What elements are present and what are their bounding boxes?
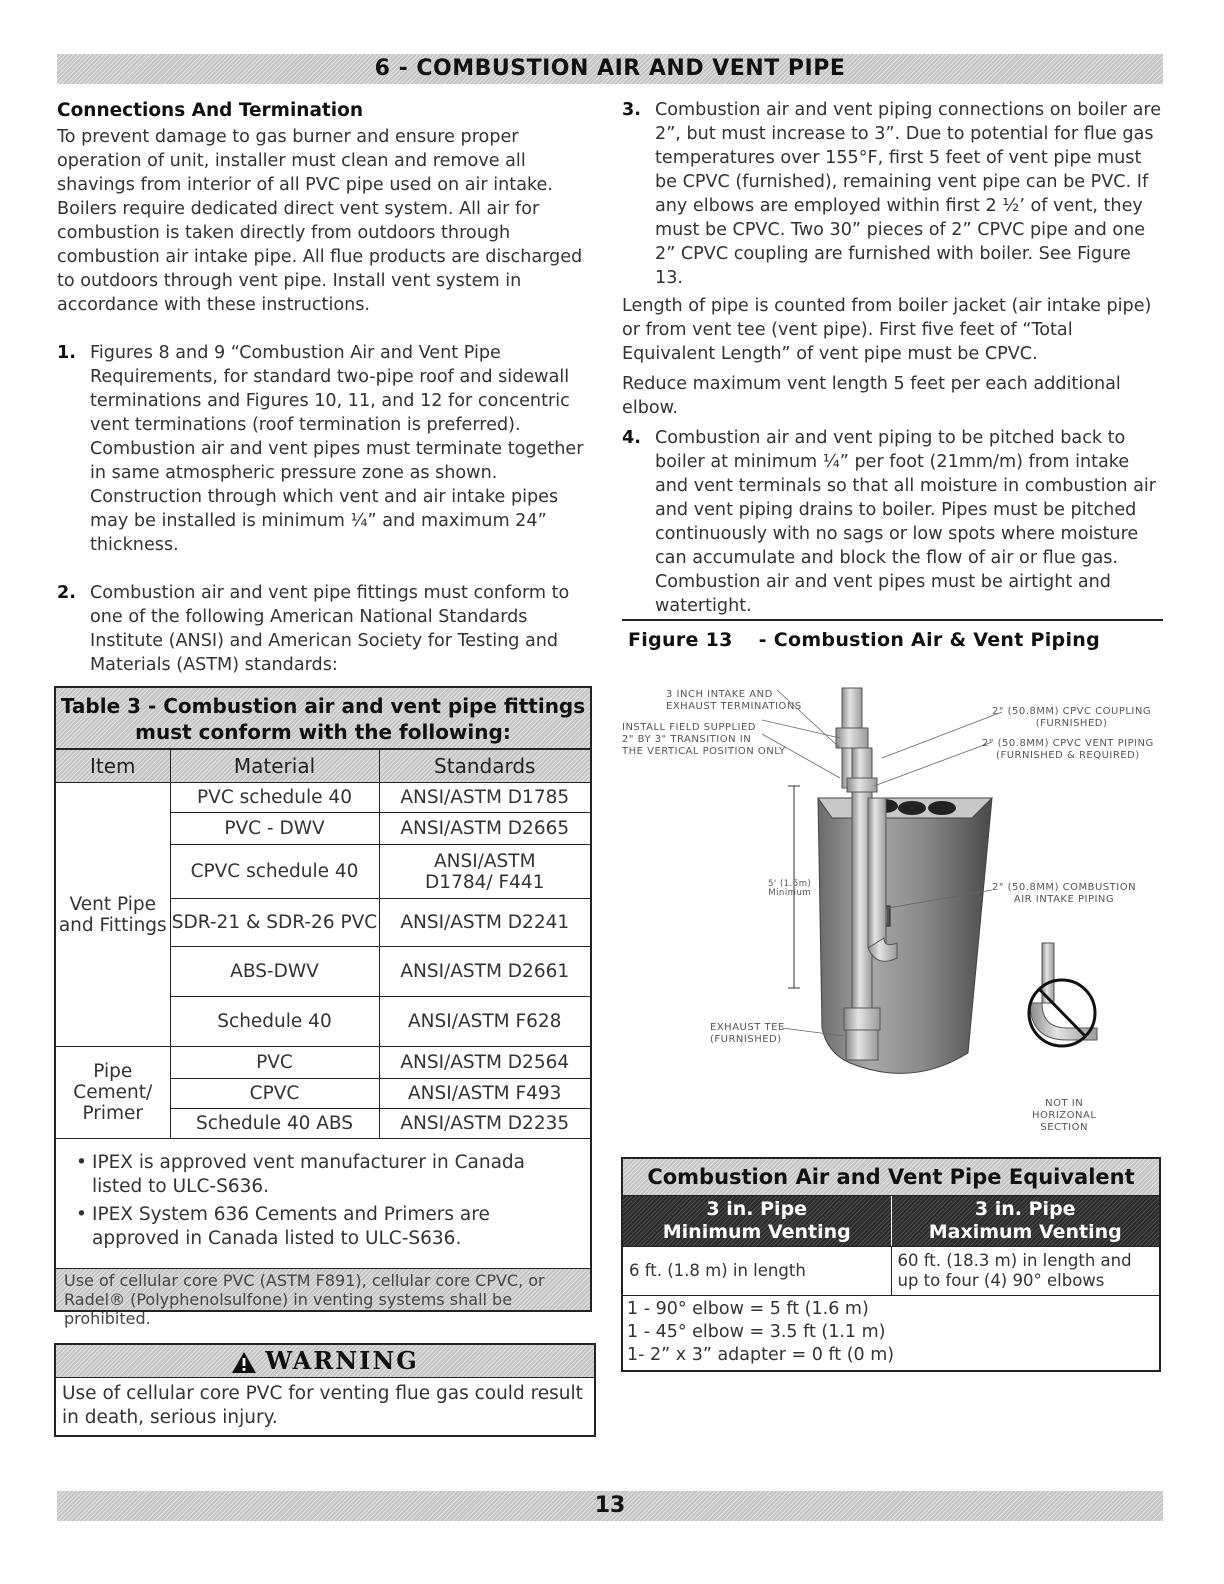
group-label-pipe-cement: Pipe Cement/ Primer	[56, 1047, 170, 1139]
page-number-bar	[57, 1491, 1163, 1521]
table-row	[56, 1047, 590, 1079]
elbow-note: 1- 2” x 3” adapter = 0 ft (0 m)	[627, 1345, 895, 1365]
callout-transition-text: INSTALL FIELD SUPPLIED 2" BY 3" TRANSITION IN THE VERTICAL POSITION ONLY	[622, 722, 786, 757]
callout-transition	[622, 722, 786, 758]
fittings-table	[56, 750, 590, 1139]
material-cell: PVC - DWV	[170, 813, 379, 845]
callout-combustion-intake	[992, 882, 1136, 906]
callout-coupling-text: 2" (50.8MM) CPVC COUPLING (FURNISHED)	[992, 706, 1152, 729]
figure-label: Figure 13	[628, 629, 733, 651]
list-item	[622, 98, 1163, 290]
callout-coupling	[992, 706, 1151, 730]
warning-triangle-icon	[231, 1351, 257, 1374]
notes-list	[70, 1151, 580, 1251]
length-paragraph: Length of pipe is counted from boiler jacket (air intake pipe) or from vent tee (vent pipe). First five feet of “Total Equivalent Length” of vent pipe must be CPVC.	[622, 296, 1152, 364]
table-3-notes	[56, 1139, 590, 1251]
col-header-standards: Standards	[379, 750, 590, 783]
material-cell: SDR-21 & SDR-26 PVC	[170, 899, 379, 947]
list-item	[57, 341, 595, 557]
standard-cell: ANSI/ASTM D1785	[379, 783, 590, 813]
right-column	[622, 98, 1163, 618]
standard-cell: ANSI/ASTM F628	[379, 997, 590, 1047]
min-header-line1: 3 in. Pipe	[706, 1198, 808, 1220]
material-cell: PVC schedule 40	[170, 783, 379, 813]
reduce-paragraph: Reduce maximum vent length 5 feet per each additional elbow.	[622, 374, 1121, 418]
material-cell: CPVC	[170, 1079, 379, 1109]
callout-minimum	[768, 880, 811, 898]
col-header-material: Material	[170, 750, 379, 783]
item-number: 1.	[57, 343, 76, 363]
figure-13-illustration	[622, 668, 1163, 1148]
table-3-fittings	[54, 686, 592, 1328]
standard-cell: ANSI/ASTM D2241	[379, 899, 590, 947]
standard-cell: ANSI/ASTM D2235	[379, 1109, 590, 1139]
col-header-item: Item	[56, 750, 170, 783]
elbow-note: 1 - 45° elbow = 3.5 ft (1.1 m)	[627, 1322, 886, 1342]
right-numbered-list	[622, 98, 1163, 290]
material-cell: ABS-DWV	[170, 947, 379, 997]
callout-exhaust-tee	[710, 1022, 785, 1046]
prohibited-note: Use of cellular core PVC (ASTM F891), cellular core CPVC, or Radel® (Polyphenolsulfone) in venting systems shall be prohibited.	[56, 1268, 590, 1310]
note-item: • IPEX is approved vent manufacturer in Canada listed to ULC-S636.	[70, 1151, 580, 1199]
item-number: 3.	[622, 100, 641, 120]
standard-cell: ANSI/ASTM D2665	[379, 813, 590, 845]
warning-text: Use of cellular core PVC for venting flue gas could result in death, serious injury.	[62, 1383, 583, 1428]
callout-not-in-horizontal	[1032, 1098, 1096, 1134]
table-row	[56, 783, 590, 813]
table-3-title	[56, 688, 590, 750]
standard-cell: ANSI/ASTM F493	[379, 1079, 590, 1109]
callout-not-in-text: NOT IN HORIZONAL SECTION	[1032, 1098, 1097, 1133]
left-column	[57, 100, 595, 677]
left-numbered-list	[57, 341, 595, 677]
material-cell: PVC	[170, 1047, 379, 1079]
warning-title: WARNING	[265, 1346, 419, 1375]
page-number: 13	[594, 1493, 626, 1518]
boiler-cabinet	[818, 798, 992, 1073]
min-venting-header	[623, 1196, 892, 1246]
elbow-note: 1 - 90° elbow = 5 ft (1.6 m)	[627, 1299, 869, 1319]
section-header-bar	[57, 54, 1163, 84]
table-3-title-line2: must conform with the following:	[135, 720, 511, 744]
connections-heading: Connections And Termination	[57, 100, 363, 121]
list-item	[57, 581, 595, 677]
item-number: 2.	[57, 583, 76, 603]
callout-combustion-text: 2" (50.8MM) COMBUSTION AIR INTAKE PIPING	[992, 882, 1137, 905]
min-venting-value: 6 ft. (1.8 m) in length	[623, 1247, 892, 1295]
elbow-equivalents	[623, 1296, 1159, 1369]
list-item	[622, 426, 1163, 618]
item-text: Combustion air and vent piping to be pitched back to boiler at minimum ¼” per foot (21mm/m) from intake and vent terminals so that all moisture in combustion air and vent piping drains to boiler. Pipes must be pitched continuously with no sags or low spots where moisture can accumulate and block the flow of air or flue gas. Combustion air and vent pipes must be airtight and watertight.	[655, 428, 1156, 616]
figure-caption: - Combustion Air & Vent Piping	[758, 629, 1101, 651]
item-number: 4.	[622, 428, 641, 448]
item-text: Figures 8 and 9 “Combustion Air and Vent Pipe Requirements, for standard two-pipe roof and sidewall terminations and Figures 10, 11, and 12 for concentric vent terminations (roof termination is preferred). Combustion air and vent pipes must terminate together in same atmospheric pressure zone as shown. Construction through which vent and air intake pipes may be installed is minimum ¼” and maximum 24” thickness.	[90, 343, 584, 555]
item-text: Combustion air and vent pipe fittings must conform to one of the following American National Standards Institute (ANSI) and American Society for Testing and Materials (ASTM) standards:	[90, 583, 570, 675]
warning-box	[54, 1343, 596, 1437]
intro-paragraph: To prevent damage to gas burner and ensure proper operation of unit, installer must clean and remove all shavings from interior of all PVC pipe used on air intake. Boilers require dedicated direct vent system. All air for combustion is taken directly from outdoors through combustion air intake pipe. All flue products are discharged to outdoors through vent pipe. Install vent system in accordance with these instructions.	[57, 127, 583, 315]
note-item: • IPEX System 636 Cements and Primers are approved in Canada listed to ULC-S636.	[70, 1203, 580, 1251]
material-cell: Schedule 40 ABS	[170, 1109, 379, 1139]
max-header-line2: Maximum Venting	[928, 1221, 1122, 1243]
material-cell: Schedule 40	[170, 997, 379, 1047]
standard-cell: ANSI/ASTM D1784/ F441	[379, 845, 590, 899]
table-header-row	[56, 750, 590, 783]
right-numbered-list-2	[622, 426, 1163, 618]
table-3-title-line1: Table 3 - Combustion air and vent pipe fittings	[60, 694, 586, 718]
warning-header	[56, 1345, 594, 1378]
callout-intake-text: 3 INCH INTAKE AND EXHAUST TERMINATIONS	[666, 689, 802, 712]
equivalent-length-title: Combustion Air and Vent Pipe Equivalent	[623, 1159, 1159, 1196]
group-label-vent-pipe: Vent Pipe and Fittings	[56, 783, 170, 1047]
figure-divider	[622, 619, 1163, 621]
callout-intake	[666, 689, 802, 713]
max-venting-value: 60 ft. (18.3 m) in length and up to four (4) 90° elbows	[897, 1251, 1132, 1290]
callout-vent-piping	[982, 738, 1154, 762]
callout-vent-piping-text: 2" (50.8MM) CPVC VENT PIPING (FURNISHED & REQUIRED)	[982, 738, 1154, 761]
standard-cell: ANSI/ASTM D2661	[379, 947, 590, 997]
equivalent-length-headers	[623, 1196, 1159, 1247]
material-cell: CPVC schedule 40	[170, 845, 379, 899]
section-title: 6 - COMBUSTION AIR AND VENT PIPE	[374, 56, 846, 81]
item-text: Combustion air and vent piping connections on boiler are 2”, but must increase to 3”. Due to potential for flue gas temperatures over 155°F, first 5 feet of vent pipe must be CPVC (furnished), remaining vent pipe can be PVC. If any elbows are employed within first 2 ½’ of vent, they must be CPVC. Two 30” pieces of 2” CPVC pipe and one 2” CPVC coupling are furnished with boiler. See Figure 13.	[655, 100, 1162, 288]
max-header-line1: 3 in. Pipe	[974, 1198, 1076, 1220]
max-venting-header	[892, 1196, 1160, 1246]
not-in-horizontal-icon	[1029, 943, 1097, 1046]
figure-13-title	[628, 629, 1100, 651]
min-header-line2: Minimum Venting	[662, 1221, 851, 1243]
callout-minimum-text: 5' (1.5m) Minimum	[768, 879, 812, 898]
equivalent-length-table	[621, 1157, 1161, 1372]
standard-cell: ANSI/ASTM D2564	[379, 1047, 590, 1079]
equivalent-length-values	[623, 1247, 1159, 1296]
callout-exhaust-tee-text: EXHAUST TEE (FURNISHED)	[710, 1022, 785, 1045]
